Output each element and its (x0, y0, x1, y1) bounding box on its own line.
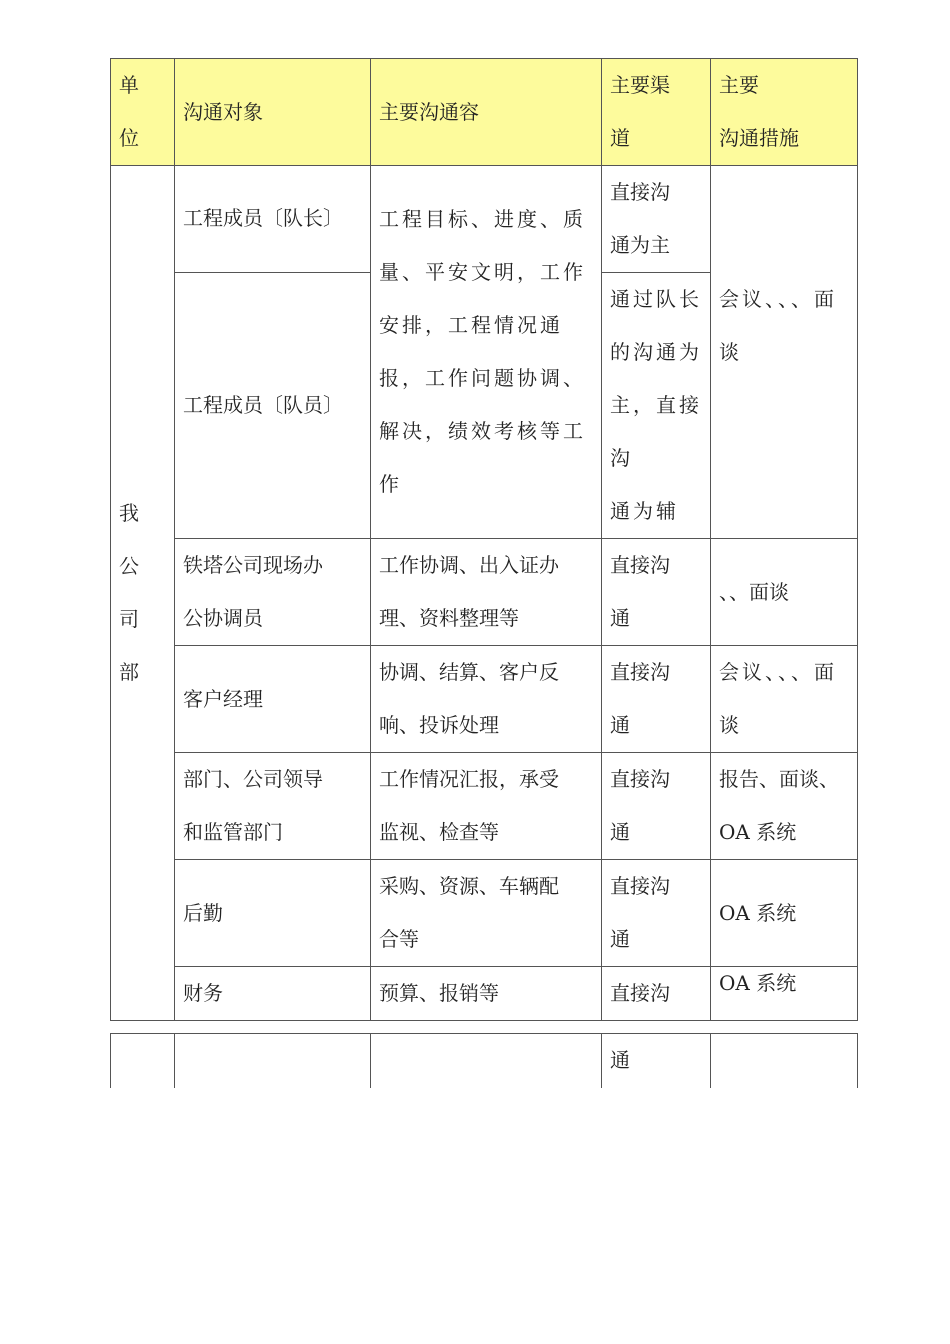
target-cell: 后勤 (175, 860, 371, 967)
channel-cell: 直接沟 通 (602, 539, 711, 646)
target-cell: 工程成员〔队员〕 (175, 273, 371, 539)
content-cell (371, 1034, 602, 1088)
content-cell: 工作协调、出入证办 理、资料整理等 (371, 539, 602, 646)
table-header-row (111, 59, 858, 166)
channel-cell: 直接沟 通 (602, 646, 711, 753)
continuation-table (110, 1033, 858, 1088)
header-unit: 单 位 (111, 59, 175, 166)
target-cell (175, 1034, 371, 1088)
content-cell: 预算、报销等 (371, 967, 602, 1021)
target-cell: 部门、公司领导 和监管部门 (175, 753, 371, 860)
measures-merged-cell: 会议、、、面 谈 (711, 166, 858, 539)
measures-cell: 、、面谈 (711, 539, 858, 646)
target-cell: 客户经理 (175, 646, 371, 753)
measures-cell: 报告、面谈、 OA 系统 (711, 753, 858, 860)
content-cell: 工作情况汇报，承受 监视、检查等 (371, 753, 602, 860)
table-row (111, 967, 858, 1021)
table-row (111, 860, 858, 967)
channel-cell: 直接沟 (602, 967, 711, 1021)
table-row (111, 1034, 858, 1088)
unit-cell (111, 1034, 175, 1088)
channel-cell: 通 (602, 1034, 711, 1088)
unit-cell: 我 公 司 部 (111, 166, 175, 1021)
content-cell: 协调、结算、客户反 响、投诉处理 (371, 646, 602, 753)
measures-cell: 会议、、、面 谈 (711, 646, 858, 753)
content-cell: 采购、资源、车辆配 合等 (371, 860, 602, 967)
channel-cell: 直接沟 通为主 (602, 166, 711, 273)
target-cell: 财务 (175, 967, 371, 1021)
measures-cell: OA 系统 (711, 860, 858, 967)
measures-cell (711, 1034, 858, 1088)
communication-table (110, 58, 858, 1021)
target-cell: 铁塔公司现场办 公协调员 (175, 539, 371, 646)
table-row (111, 646, 858, 753)
channel-cell: 直接沟 通 (602, 753, 711, 860)
table-row (111, 166, 858, 273)
header-content: 主要沟通容 (371, 59, 602, 166)
channel-cell: 通过队长 的沟通为 主，直接 沟 通为辅 (602, 273, 711, 539)
content-merged-cell: 工程目标、进度、质 量、平安文明，工作 安排，工程情况通 报，工作问题协调、 解决，绩效考核等工 作 (371, 166, 602, 539)
target-cell: 工程成员〔队长〕 (175, 166, 371, 273)
header-target: 沟通对象 (175, 59, 371, 166)
header-channel: 主要渠 道 (602, 59, 711, 166)
channel-cell: 直接沟 通 (602, 860, 711, 967)
measures-cell: OA 系统 (711, 967, 858, 1021)
table-row (111, 539, 858, 646)
header-measures: 主要 沟通措施 (711, 59, 858, 166)
table-row (111, 753, 858, 860)
